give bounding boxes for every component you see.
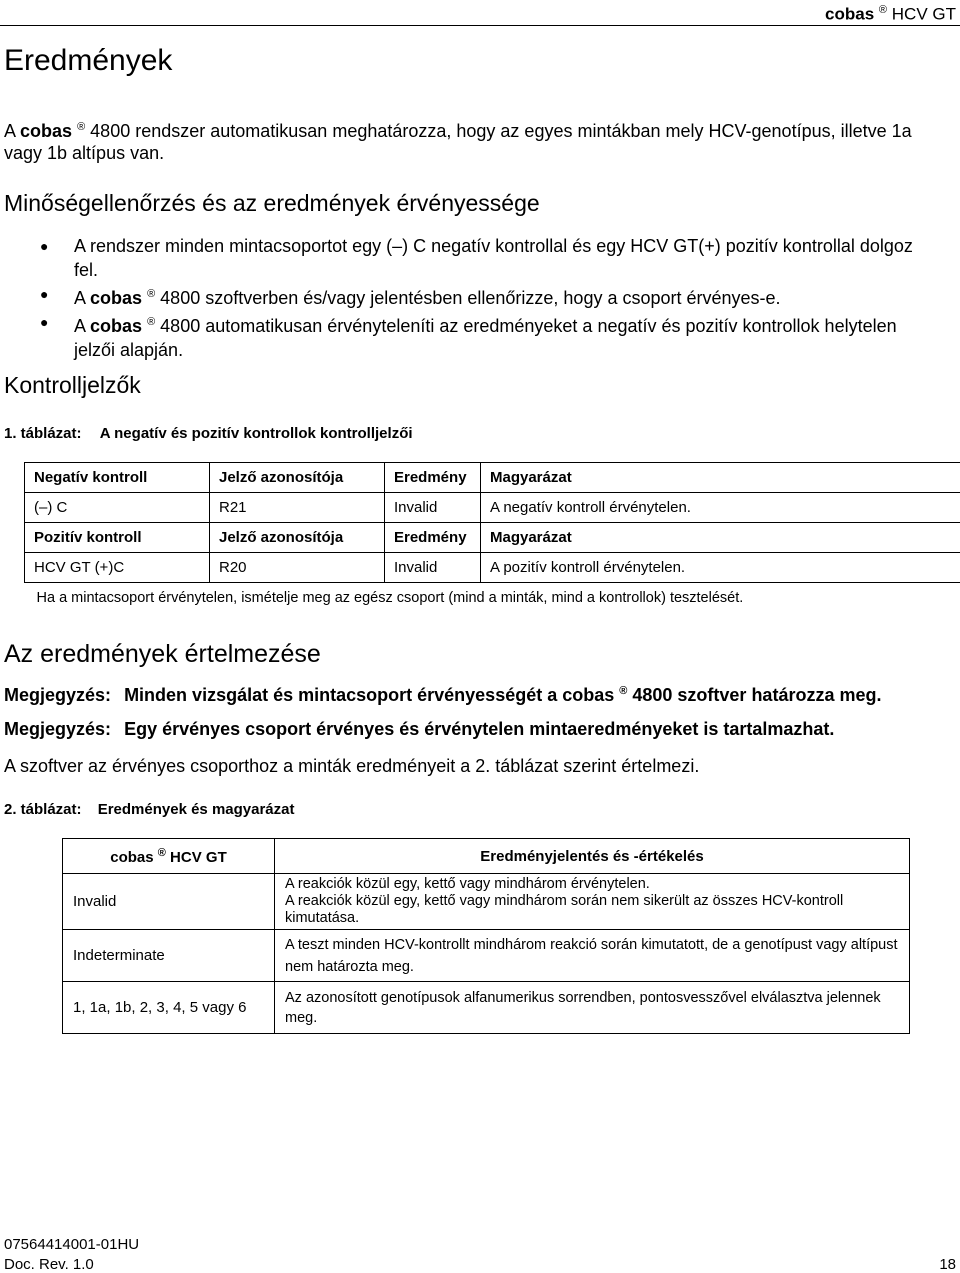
table1-caption-title: A negatív és pozitív kontrollok kontrolljelzői <box>100 425 413 442</box>
table-cell: Az azonosított genotípusok alfanumerikus sorrendben, pontosvesszővel elválasztva jelennek meg. <box>275 982 910 1034</box>
page-title: Eredmények <box>4 44 172 78</box>
table-header-row <box>25 463 960 493</box>
section-heading-interpretation: Az eredmények értelmezése <box>4 640 321 669</box>
table-note-row <box>25 583 960 613</box>
table-cell: HCV GT (+)C <box>25 553 210 583</box>
interpretation-paragraph: A szoftver az érvényes csoporthoz a minták eredményeit a 2. táblázat szerint értelmezi. <box>4 755 699 777</box>
note-label: Megjegyzés: <box>4 685 111 705</box>
list-item: ● A cobas ® 4800 szoftverben és/vagy jelentésben ellenőrizze, hogy a csoport érvényes-e. <box>40 282 940 310</box>
table-cell: Invalid <box>385 553 481 583</box>
intro-paragraph: A cobas ® 4800 rendszer automatikusan meghatározza, hogy az egyes mintákban mely HCV-genotípus, illetve 1a vagy 1b altípus van. <box>4 116 954 164</box>
table2-caption-title: Eredmények és magyarázat <box>98 801 295 818</box>
table-row <box>63 930 910 982</box>
section-heading-flags: Kontrolljelzők <box>4 372 141 399</box>
footer-doc-id: 07564414001-01HU <box>4 1236 139 1253</box>
table-header-cell: Eredmény <box>385 523 481 553</box>
note-label: Megjegyzés: <box>4 719 111 739</box>
bullet-icon: ● <box>40 282 48 306</box>
bullet-icon: ● <box>40 310 48 334</box>
table2-caption <box>4 801 294 818</box>
table2-caption-label: 2. táblázat: <box>4 801 82 818</box>
table-header-cell: cobas ® HCV GT <box>63 839 275 874</box>
table-header-cell: Pozitív kontroll <box>25 523 210 553</box>
list-item: ● A rendszer minden mintacsoportot egy (–) C negatív kontrollal és egy HCV GT(+) pozitív kontrollal dolgoz fel. <box>40 234 940 282</box>
table-row <box>25 553 960 583</box>
footer-page-number: 18 <box>939 1256 956 1273</box>
footer-revision: Doc. Rev. 1.0 <box>4 1256 94 1273</box>
table-cell: Indeterminate <box>63 930 275 982</box>
results-table <box>62 838 910 1034</box>
table-cell: R21 <box>210 493 385 523</box>
table-cell: A negatív kontroll érvénytelen. <box>481 493 960 523</box>
table-cell: A teszt minden HCV-kontrollt mindhárom reakció során kimutatott, de a genotípust vagy altípust nem határozta meg. <box>275 930 910 982</box>
table-row <box>63 982 910 1034</box>
table-cell: R20 <box>210 553 385 583</box>
table-row <box>25 493 960 523</box>
header-brand: cobas ® HCV GT <box>825 4 956 25</box>
note-1: Megjegyzés: Minden vizsgálat és mintacsoport érvényességét a cobas ® 4800 szoftver határozza meg. <box>4 685 954 706</box>
table-row <box>63 874 910 930</box>
table1-caption-label: 1. táblázat: <box>4 425 82 442</box>
table-note: Ha a mintacsoport érvénytelen, ismételje meg az egész csoport (mind a minták, mind a kontrollok) tesztelését. <box>25 583 960 613</box>
table-cell: Invalid <box>385 493 481 523</box>
table-cell: A pozitív kontroll érvénytelen. <box>481 553 960 583</box>
table-header-cell: Negatív kontroll <box>25 463 210 493</box>
table-cell: A reakciók közül egy, kettő vagy mindhárom érvénytelen. A reakciók közül egy, kettő vagy mindhárom során nem sikerült az összes HCV-kontroll kimutatása. <box>275 874 910 930</box>
qc-bullet-list <box>40 234 940 362</box>
list-item: ● A cobas ® 4800 automatikusan érvényteleníti az eredményeket a negatív és pozitív kontrollok helytelen jelzői alapján. <box>40 310 940 362</box>
table-header-cell: Magyarázat <box>481 523 960 553</box>
header-rule <box>0 25 960 26</box>
table-cell: 1, 1a, 1b, 2, 3, 4, 5 vagy 6 <box>63 982 275 1034</box>
table-cell: Invalid <box>63 874 275 930</box>
table-cell: (–) C <box>25 493 210 523</box>
table-header-cell: Eredmény <box>385 463 481 493</box>
control-flags-table <box>24 462 960 612</box>
section-heading-qc: Minőségellenőrzés és az eredmények érvényessége <box>4 190 540 217</box>
table1-caption <box>4 425 413 442</box>
note-2: Megjegyzés: Egy érvényes csoport érvényes és érvénytelen mintaeredményeket is tartalmazhat. <box>4 719 954 740</box>
table-header-cell: Eredményjelentés és -értékelés <box>275 839 910 874</box>
table-header-row <box>63 839 910 874</box>
table-header-row <box>25 523 960 553</box>
bullet-icon: ● <box>40 234 48 258</box>
table-header-cell: Jelző azonosítója <box>210 463 385 493</box>
table-header-cell: Jelző azonosítója <box>210 523 385 553</box>
table-header-cell: Magyarázat <box>481 463 960 493</box>
